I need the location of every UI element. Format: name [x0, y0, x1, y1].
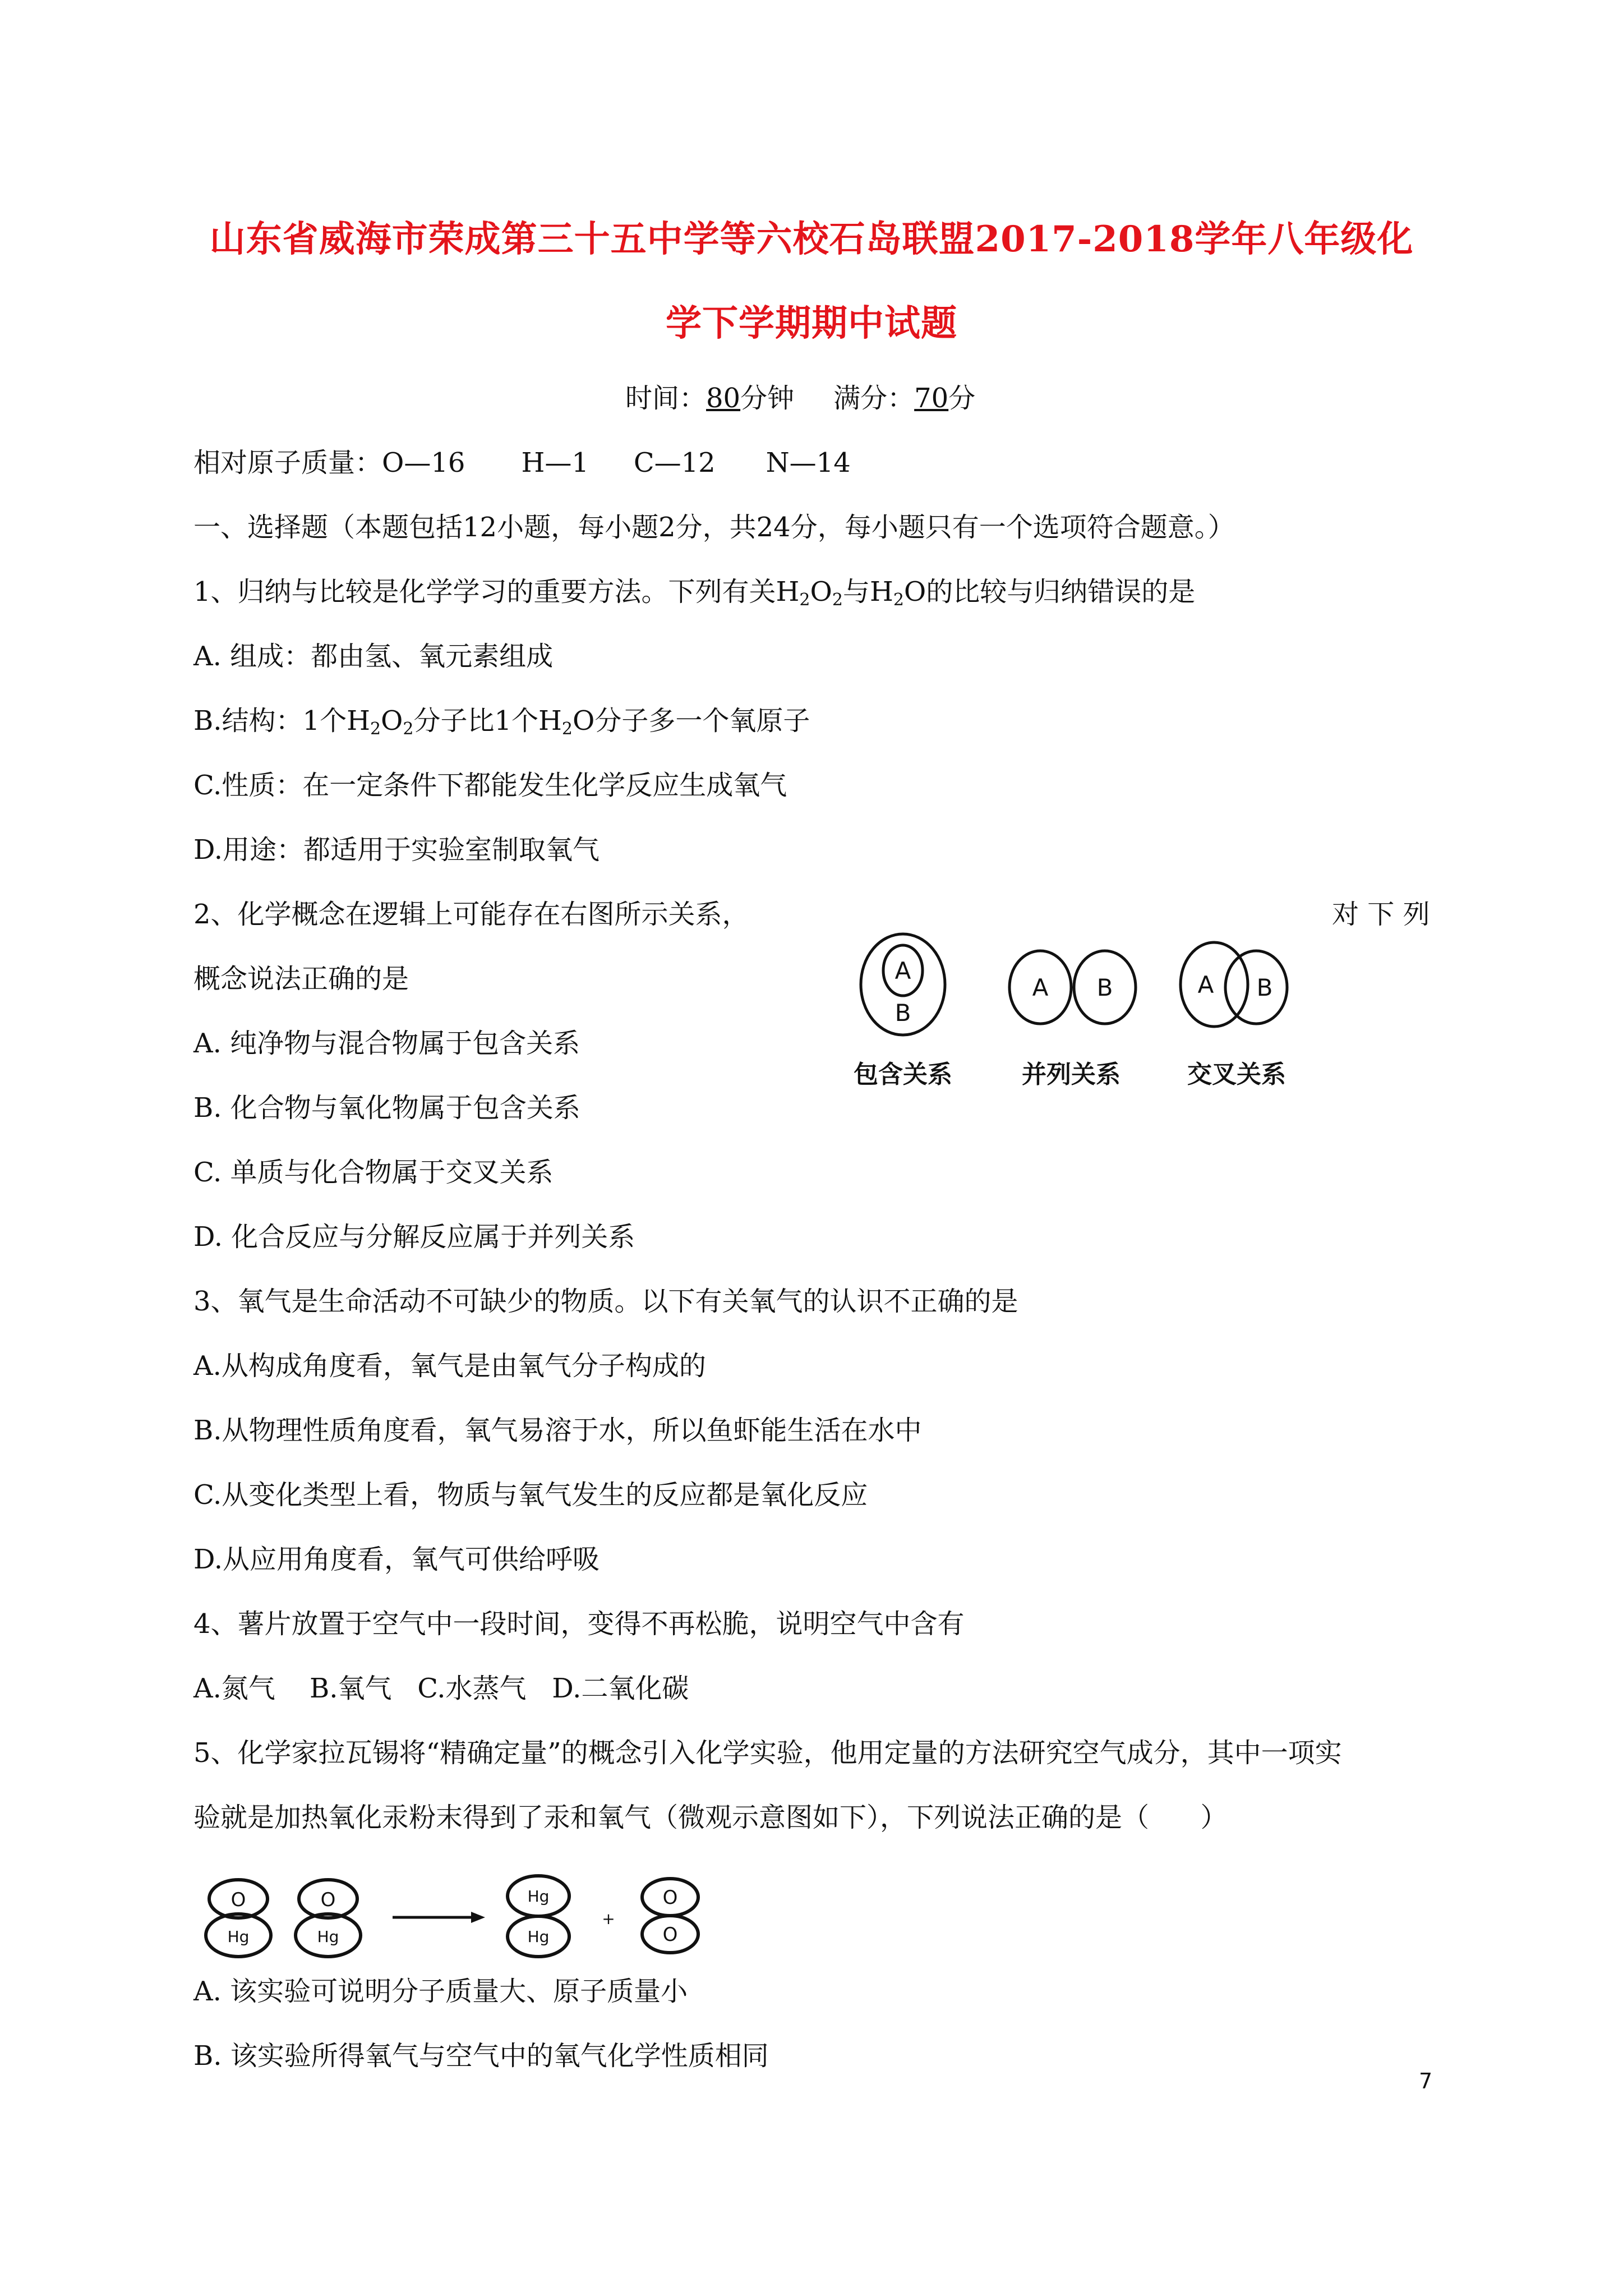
q5-stem-2: 验就是加热氧化汞粉末得到了汞和氧气（微观示意图如下），下列说法正确的是（ ）: [193, 1802, 1228, 1833]
reaction-arrow-head: [471, 1912, 485, 1923]
title-line-2: 学下学期期中试题: [666, 302, 957, 344]
parallel-label-a: A: [1032, 974, 1049, 1001]
contain-caption: 包含关系: [854, 1060, 952, 1089]
contain-label-b: B: [895, 999, 911, 1027]
q2-stem-right: 对 下 列: [1332, 899, 1430, 930]
q2-option-c: C. 单质与化合物属于交叉关系: [193, 1157, 554, 1188]
q3-option-b: B.从物理性质角度看，氧气易溶于水，所以鱼虾能生活在水中: [193, 1415, 922, 1446]
q2-option-a: A. 纯净物与混合物属于包含关系: [193, 1028, 580, 1059]
score-value: 70: [914, 383, 949, 414]
q2-stem-2: 概念说法正确的是: [193, 963, 409, 995]
q3-option-d: D.从应用角度看，氧气可供给呼吸: [193, 1544, 600, 1575]
hgo-1-o-label: O: [230, 1889, 246, 1911]
hg-atom-2-label: Hg: [527, 1927, 550, 1946]
q1-option-c: C.性质：在一定条件下都能发生化学反应生成氧气: [193, 770, 787, 801]
parallel-label-b: B: [1096, 974, 1113, 1001]
contain-label-a: A: [895, 957, 911, 984]
q2-option-d: D. 化合反应与分解反应属于并列关系: [193, 1221, 635, 1253]
q5-stem-1: 5、化学家拉瓦锡将“精确定量”的概念引入化学实验，他用定量的方法研究空气成分，其中一项实: [193, 1737, 1342, 1769]
title-line-1: 山东省威海市荣成第三十五中学等六校石岛联盟2017-2018学年八年级化: [209, 218, 1414, 260]
q5-option-a: A. 该实验可说明分子质量大、原子质量小: [193, 1976, 688, 2007]
q5-option-b: B. 该实验所得氧气与空气中的氧气化学性质相同: [193, 2040, 769, 2072]
hgo-1-hg-label: Hg: [227, 1927, 250, 1946]
hgo-2-hg-label: Hg: [317, 1927, 339, 1946]
q1-option-d: D.用途：都适用于实验室制取氧气: [193, 834, 600, 866]
o2-atom-2-label: O: [662, 1924, 678, 1946]
q3-option-a: A.从构成角度看，氧气是由氧气分子构成的: [193, 1350, 706, 1382]
q2-stem: 2、化学概念在逻辑上可能存在右图所示关系，: [193, 899, 749, 930]
parallel-caption: 并列关系: [1022, 1060, 1121, 1089]
q3-option-c: C.从变化类型上看，物质与氧气发生的反应都是氧化反应: [193, 1479, 868, 1511]
q3-stem: 3、氧气是生命活动不可缺少的物质。以下有关氧气的认识不正确的是: [193, 1286, 1018, 1317]
cross-circle-a: [1181, 942, 1248, 1027]
cross-label-a: A: [1197, 971, 1214, 999]
concept-relation-figure: [819, 920, 1312, 1111]
plus-sign: +: [602, 1910, 615, 1928]
hgo-decomposition-figure: [191, 1868, 740, 1963]
exam-meta: 时间：80分钟 满分：70分: [625, 383, 976, 414]
hgo-2-o-label: O: [320, 1889, 336, 1911]
section-heading: 一、选择题（本题包括12小题，每小题2分，共24分，每小题只有一个选项符合题意。）: [193, 512, 1235, 543]
page-number: 7: [1419, 2069, 1433, 2093]
hg-atom-1-label: Hg: [527, 1887, 550, 1906]
q1-option-a: A. 组成：都由氢、氧元素组成: [193, 641, 554, 672]
o2-atom-1-label: O: [662, 1887, 678, 1909]
q4-stem: 4、薯片放置于空气中一段时间，变得不再松脆，说明空气中含有: [193, 1608, 965, 1640]
cross-caption: 交叉关系: [1187, 1060, 1286, 1089]
q1-stem: 1、归纳与比较是化学学习的重要方法。下列有关$H_2O_2$与$H_2O$的比较与归纳错误的是: [193, 576, 1196, 610]
cross-label-b: B: [1256, 974, 1273, 1001]
atomic-mass-line: 相对原子质量：O—16 H—1 C—12 N—14: [193, 447, 851, 478]
q2-option-b: B. 化合物与氧化物属于包含关系: [193, 1092, 580, 1124]
q1-option-b: B.结构：1个$H_2O_2$分子比1个$H_2O$分子多一个氧原子: [193, 705, 810, 739]
q4-options: A.氮气 B.氧气 C.水蒸气 D.二氧化碳: [193, 1673, 689, 1704]
time-value: 80: [706, 383, 741, 414]
